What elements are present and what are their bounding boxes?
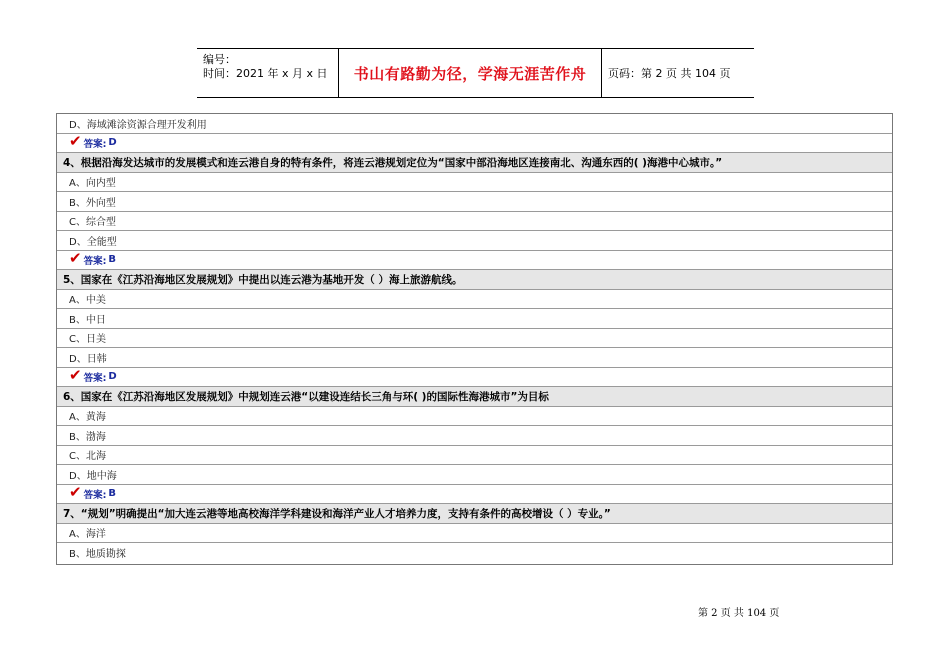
answer-label: 答案:: [83, 372, 107, 384]
option-row: [57, 231, 892, 251]
answer-label: 答案:: [83, 138, 107, 150]
option-row: [57, 465, 892, 485]
answer-label: 答案:: [83, 255, 107, 267]
option-text: D、全能型: [69, 236, 117, 248]
time-label: 时间：2021 年 x 月 x 日: [203, 67, 328, 80]
option-text: C、综合型: [69, 217, 116, 229]
answer-row: [57, 251, 892, 271]
option-row: [57, 309, 892, 329]
question-row: [57, 153, 892, 173]
question-text: 7、“规划”明确提出“加大连云港等地高校海洋学科建设和海洋产业人才培养力度，支持有条件的高校增设（ ）专业。”: [63, 507, 611, 520]
option-text: C、北海: [69, 451, 106, 463]
question-row: [57, 504, 892, 524]
option-row: [57, 543, 892, 563]
question-text: 4、根据沿海发达城市的发展模式和连云港自身的特有条件，将连云港规划定位为“国家中部沿海地区连接南北、沟通东西的( )海港中心城市。”: [63, 156, 723, 169]
question-row: [57, 387, 892, 407]
option-row: [57, 407, 892, 427]
answer-row: [57, 368, 892, 388]
option-row: [57, 114, 892, 134]
option-text: B、中日: [69, 314, 106, 326]
answer-row: [57, 134, 892, 154]
option-text: D、日韩: [69, 353, 107, 365]
option-row: [57, 212, 892, 232]
option-text: A、黄海: [69, 412, 106, 424]
header-meta-cell: [197, 49, 339, 97]
option-row: [57, 348, 892, 368]
document-header: [197, 48, 754, 98]
answer-value: B: [108, 488, 117, 500]
checkmark-icon: ✔: [69, 250, 82, 267]
answer-value: B: [108, 254, 117, 266]
option-text: D、地中海: [69, 470, 117, 482]
answer-row: [57, 485, 892, 505]
option-row: [57, 290, 892, 310]
option-row: [57, 426, 892, 446]
option-text: B、外向型: [69, 197, 116, 209]
checkmark-icon: ✔: [69, 484, 82, 501]
question-list: [56, 113, 893, 565]
header-motto-cell: [339, 49, 602, 97]
option-text: A、海洋: [69, 529, 106, 541]
page-label: 页码：第 2 页 共 104 页: [608, 67, 731, 80]
option-text: B、地质勘探: [69, 549, 126, 561]
checkmark-icon: ✔: [69, 133, 82, 150]
header-page-cell: [602, 49, 754, 97]
checkmark-icon: ✔: [69, 367, 82, 384]
option-text: B、渤海: [69, 431, 106, 443]
option-row: [57, 524, 892, 544]
answer-value: D: [108, 137, 117, 149]
option-text: A、向内型: [69, 178, 116, 190]
page-footer: 第 2 页 共 104 页: [698, 608, 780, 619]
option-row: [57, 192, 892, 212]
option-text: D、海域滩涂资源合理开发利用: [69, 119, 207, 131]
option-row: [57, 446, 892, 466]
answer-label: 答案:: [83, 489, 107, 501]
option-row: [57, 173, 892, 193]
serial-label: 编号：: [203, 53, 236, 66]
question-text: 5、国家在《江苏沿海地区发展规划》中提出以连云港为基地开发（ ）海上旅游航线。: [63, 273, 463, 286]
question-text: 6、国家在《江苏沿海地区发展规划》中规划连云港“以建设连结长三角与环( )的国际性海港城市”为目标: [63, 390, 549, 403]
motto-text: 书山有路勤为径，学海无涯苦作舟: [353, 64, 587, 83]
option-text: A、中美: [69, 295, 106, 307]
option-text: C、日美: [69, 334, 106, 346]
answer-value: D: [108, 371, 117, 383]
question-row: [57, 270, 892, 290]
option-row: [57, 329, 892, 349]
